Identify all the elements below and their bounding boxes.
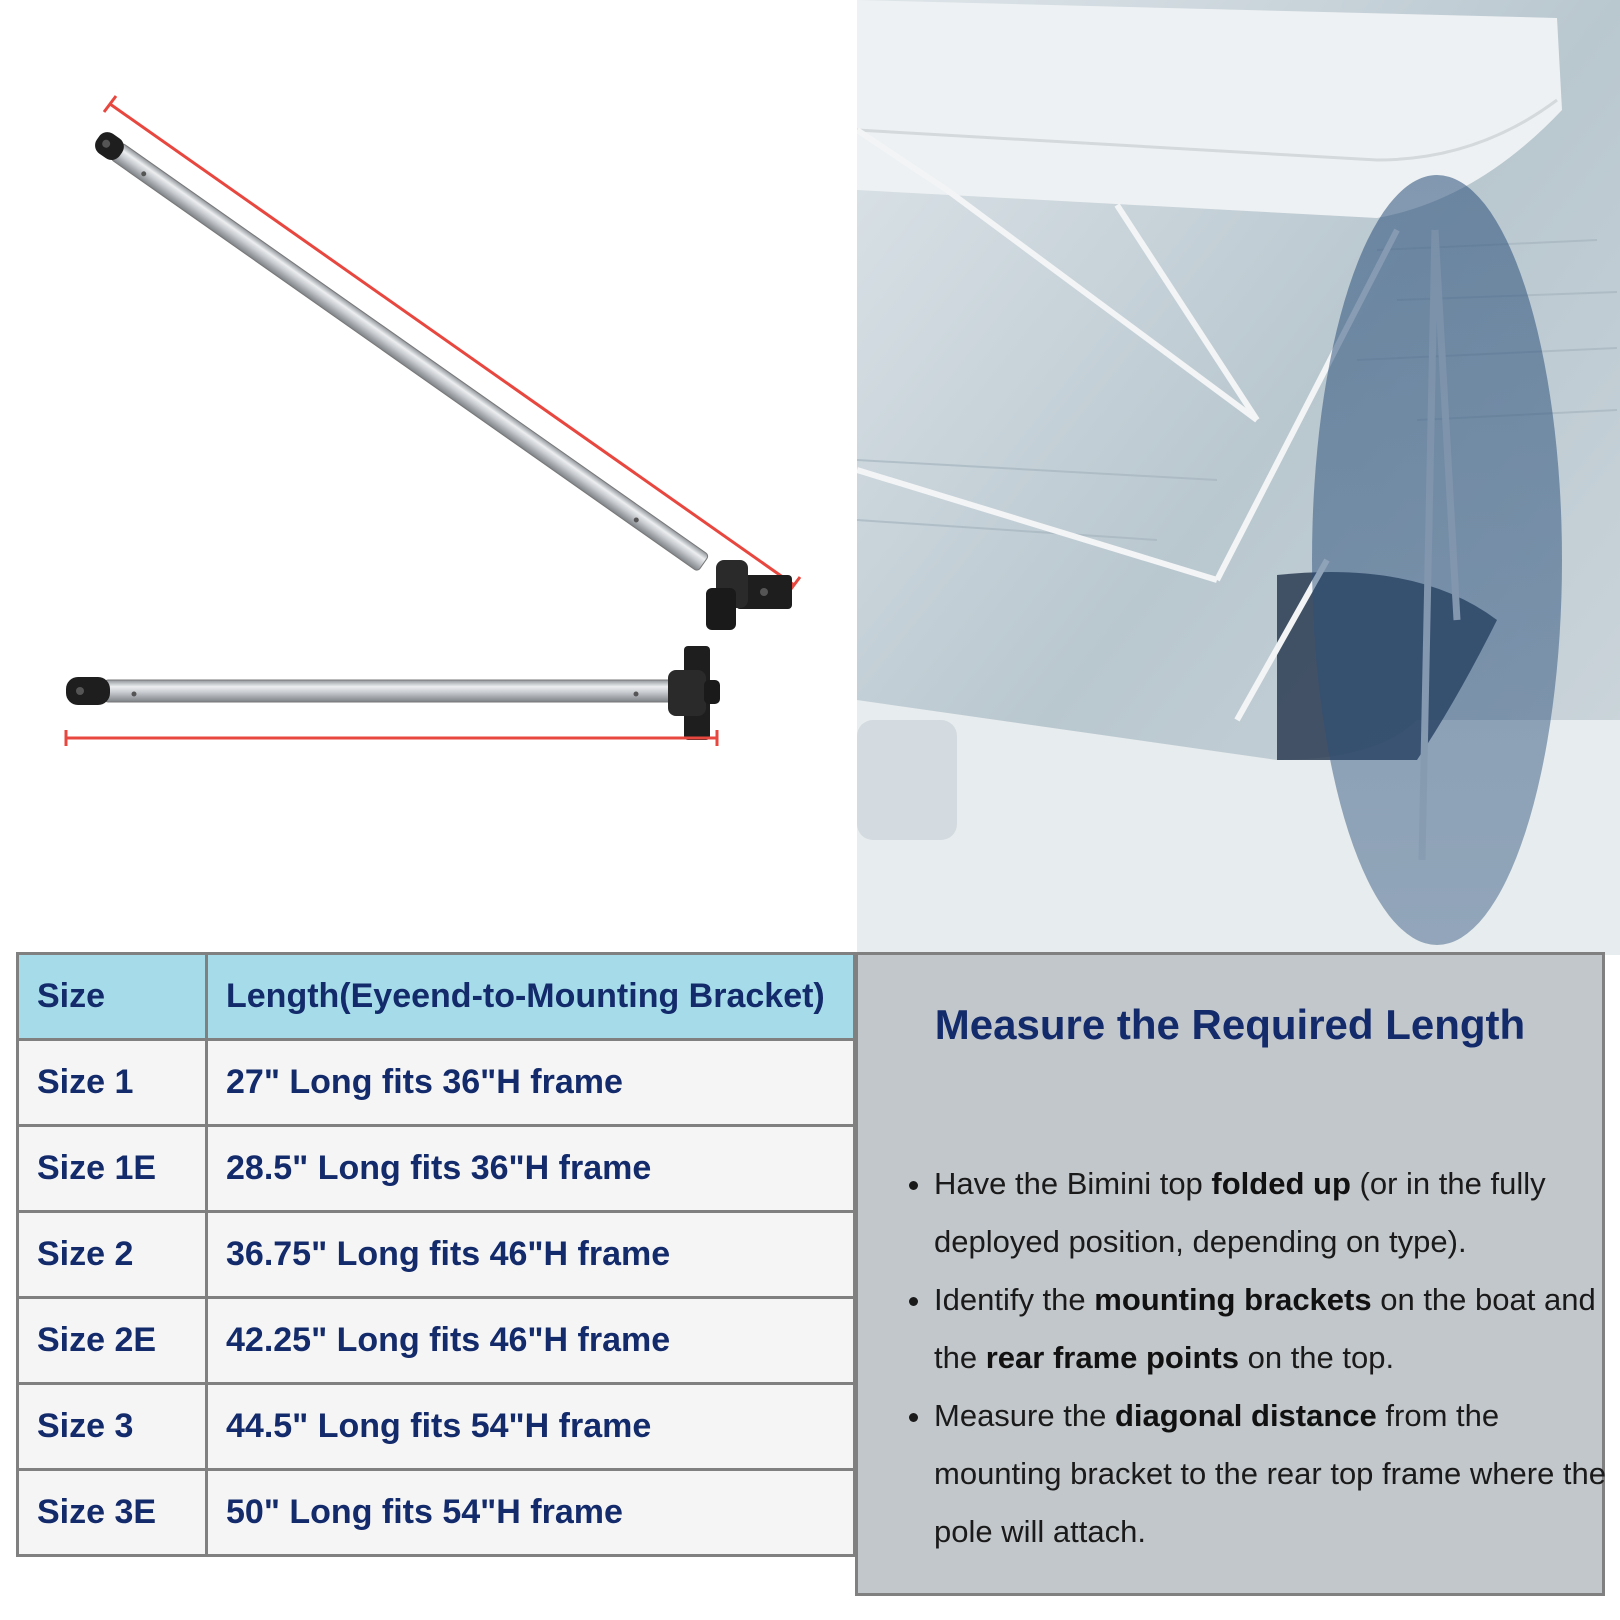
table-row bbox=[18, 1212, 855, 1298]
bullet-text: Identify the bbox=[934, 1282, 1095, 1317]
row-length: 28.5" Long fits 36"H frame bbox=[207, 1126, 855, 1212]
boat-bimini-illustration bbox=[857, 0, 1620, 955]
row-length: 42.25" Long fits 46"H frame bbox=[207, 1298, 855, 1384]
instructions-title: Measure the Required Length bbox=[934, 1001, 1526, 1048]
bullet-bold: diagonal distance bbox=[1114, 1398, 1377, 1433]
list-item bbox=[934, 1271, 1620, 1387]
row-size: Size 1E bbox=[18, 1126, 207, 1212]
row-size: Size 2 bbox=[18, 1212, 207, 1298]
row-size: Size 3E bbox=[18, 1470, 207, 1556]
row-size: Size 1 bbox=[18, 1040, 207, 1126]
diagonal-pole-bracket bbox=[706, 560, 792, 630]
bullet-text: Measure the bbox=[934, 1398, 1115, 1433]
horizontal-support-pole bbox=[66, 646, 720, 740]
list-item bbox=[934, 1155, 1620, 1271]
row-length: 50" Long fits 54"H frame bbox=[207, 1470, 855, 1556]
horizontal-pole-bracket bbox=[668, 646, 720, 740]
table-row bbox=[18, 1470, 855, 1556]
table-header-row bbox=[18, 954, 855, 1040]
bullet-bold: folded up bbox=[1211, 1166, 1351, 1201]
bullet-text: (or in the fully deployed position, depending on type). bbox=[934, 1166, 1546, 1259]
instructions-panel bbox=[855, 952, 1605, 1596]
bullet-text: on the boat and the bbox=[934, 1282, 1596, 1375]
row-size: Size 2E bbox=[18, 1298, 207, 1384]
header-length: Length(Eyeend-to-Mounting Bracket) bbox=[207, 954, 855, 1040]
bullet-text: Have the Bimini top bbox=[934, 1166, 1212, 1201]
row-length: 27" Long fits 36"H frame bbox=[207, 1040, 855, 1126]
bullet-text: on the top. bbox=[1238, 1340, 1395, 1375]
row-length: 44.5" Long fits 54"H frame bbox=[207, 1384, 855, 1470]
list-item bbox=[934, 1387, 1620, 1561]
product-photo bbox=[16, 0, 857, 955]
boat-bimini-photo bbox=[857, 0, 1620, 955]
horizontal-measure-line bbox=[66, 730, 717, 746]
diagonal-measure-line bbox=[104, 96, 800, 593]
table-row bbox=[18, 1126, 855, 1212]
table-row bbox=[18, 1384, 855, 1470]
header-size: Size bbox=[18, 954, 207, 1040]
table-row bbox=[18, 1040, 855, 1126]
row-length: 36.75" Long fits 46"H frame bbox=[207, 1212, 855, 1298]
row-size: Size 3 bbox=[18, 1384, 207, 1470]
support-poles-illustration bbox=[16, 0, 857, 955]
table-row bbox=[18, 1298, 855, 1384]
diagonal-support-pole bbox=[91, 128, 792, 630]
bullet-bold: mounting brackets bbox=[1094, 1282, 1372, 1317]
size-table bbox=[16, 952, 856, 1557]
bullet-bold: rear frame points bbox=[985, 1340, 1239, 1375]
highlight-oval bbox=[1312, 175, 1562, 945]
bullet-text: from the mounting bracket to the rear top frame where the pole will attach. bbox=[934, 1398, 1607, 1549]
instructions-list bbox=[892, 1155, 1620, 1561]
